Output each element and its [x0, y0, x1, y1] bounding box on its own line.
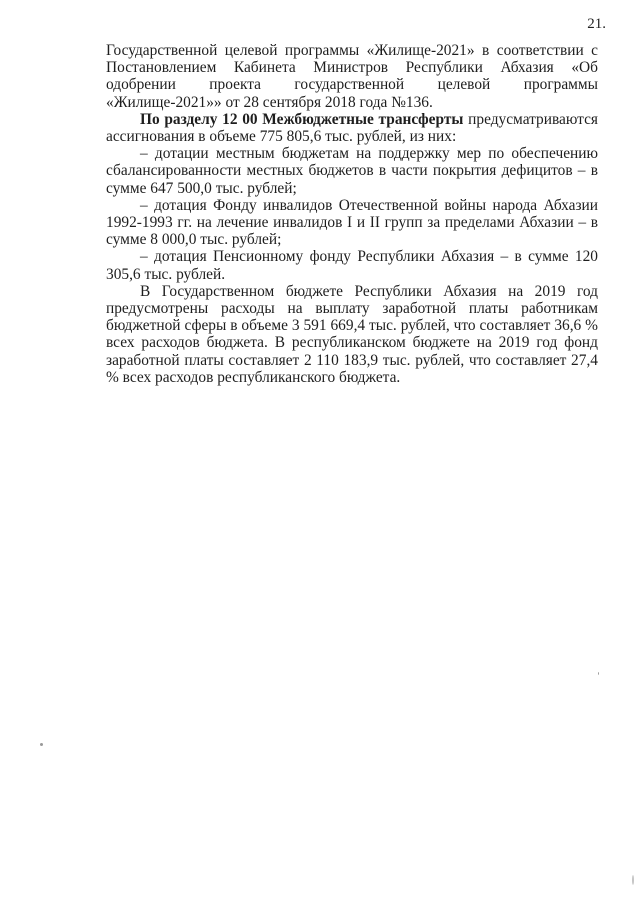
list-item-pension-fund: – дотация Пенсионному фонду Республики Абхазия – в сумме 120 305,6 тыс. рублей.	[106, 248, 598, 283]
paragraph-program-reference: Государственной целевой программы «Жилище-2021» в соответствии с Постановлением Кабинета Министров Республики Абхазия «Об одобрении проекта государственной целевой программы «Жилище-2021»» от 28 сентября 2018 года №136.	[106, 42, 598, 111]
paragraph-interbudget-transfers	[106, 111, 598, 145]
list-item-war-invalids-fund: – дотация Фонду инвалидов Отечественной войны народа Абхазии 1992-1993 гг. на лечение инвалидов I и II групп за пределами Абхазии – в сумме 8 000,0 тыс. рублей;	[106, 196, 598, 249]
list-item-local-budgets: – дотации местным бюджетам на поддержку мер по обеспечению сбалансированности местных бюджетов в части покрытия дефицитов – в сумме 647 500,0 тыс. рублей;	[106, 145, 598, 197]
page-number: 21.	[587, 16, 606, 32]
scan-speck	[40, 743, 43, 746]
scan-speck	[632, 875, 634, 885]
paragraph-salary-expenses: В Государственном бюджете Республики Абхазия на 2019 год предусмотрены расходы на выплату заработной платы работникам бюджетной сферы в объеме 3 591 669,4 тыс. рублей, что составляет 36,6 % всех расходов бюджета. В республиканском бюджете на 2019 год фонд заработной платы составляет 2 110 183,9 тыс. рублей, что составляет 27,4 % всех расходов республиканского бюджета.	[106, 282, 598, 386]
document-body	[106, 42, 598, 386]
section-heading-12-00: По разделу 12 00 Межбюджетные трансферты	[140, 110, 464, 128]
scan-speck	[598, 672, 599, 675]
paragraph-interbudget-transfers-text: предусматриваются ассигнования в объеме 775 805,6 тыс. рублей, из них:	[106, 110, 598, 146]
